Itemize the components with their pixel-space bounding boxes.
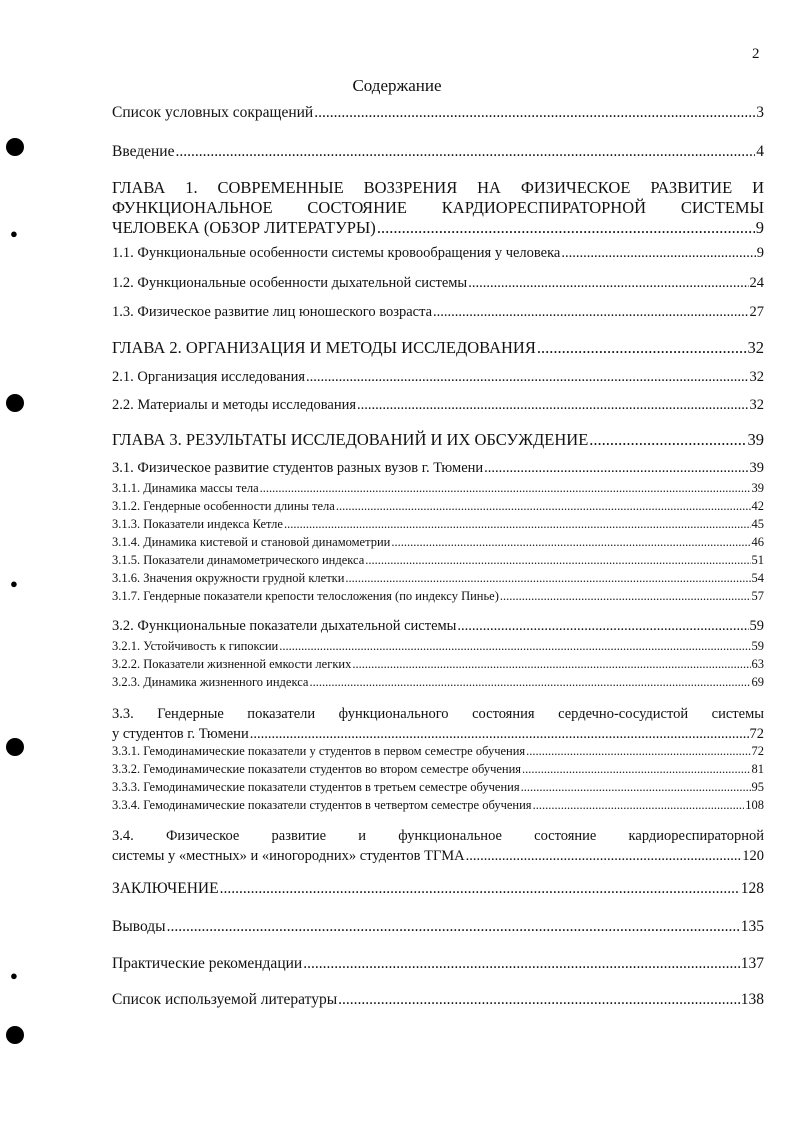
toc-entry[interactable] bbox=[112, 798, 764, 813]
toc-entry[interactable] bbox=[112, 553, 764, 568]
punch-hole bbox=[6, 738, 24, 756]
toc-entry-page: 27 bbox=[749, 304, 764, 320]
toc-entry[interactable] bbox=[112, 762, 764, 777]
toc-entry-page: 138 bbox=[740, 991, 764, 1008]
toc-entry[interactable] bbox=[112, 618, 764, 635]
toc-entry[interactable] bbox=[112, 657, 764, 672]
toc-entry[interactable] bbox=[112, 499, 764, 514]
toc-entry-title: 3.1.2. Гендерные особенности длины тела bbox=[112, 499, 335, 513]
toc-entry[interactable] bbox=[112, 338, 764, 358]
toc-entry-page: 135 bbox=[740, 918, 764, 935]
scan-speck: ● bbox=[10, 576, 18, 591]
toc-entry-title: Введение bbox=[112, 143, 175, 160]
toc-entry-page: 59 bbox=[751, 639, 764, 653]
toc-entry-page: 45 bbox=[751, 517, 764, 531]
toc-entry-title: ГЛАВА 3. РЕЗУЛЬТАТЫ ИССЛЕДОВАНИЙ И ИХ ОБСУЖДЕНИЕ bbox=[112, 430, 589, 449]
toc-entry-title-line: 3.3. Гендерные показатели функционального состояния сердечно-сосудистой системы bbox=[112, 706, 764, 722]
toc-entry-title: 2.1. Организация исследования bbox=[112, 369, 305, 385]
toc-entry[interactable] bbox=[112, 744, 764, 759]
page-number: 2 bbox=[752, 46, 760, 62]
toc-entry-page: 63 bbox=[751, 657, 764, 671]
toc-entry-title: у студентов г. Тюмени bbox=[112, 726, 249, 742]
toc-entry[interactable] bbox=[112, 104, 764, 122]
toc-entry[interactable] bbox=[112, 880, 764, 898]
toc-entry-title: 3.1.4. Динамика кистевой и становой динамометрии bbox=[112, 535, 391, 549]
toc-entry-page: 69 bbox=[751, 675, 764, 689]
toc-entry[interactable] bbox=[112, 704, 764, 744]
toc-entry[interactable] bbox=[112, 275, 764, 292]
toc-entry[interactable] bbox=[112, 481, 764, 496]
toc-entry-title: 3.2.2. Показатели жизненной емкости легких bbox=[112, 657, 352, 671]
toc-entry[interactable] bbox=[112, 991, 764, 1009]
toc-entry[interactable] bbox=[112, 589, 764, 604]
toc-entry-title: Практические рекомендации bbox=[112, 955, 303, 972]
toc-entry[interactable] bbox=[112, 143, 764, 161]
toc-entry-page: 46 bbox=[751, 535, 764, 549]
toc-entry-title: 3.3.3. Гемодинамические показатели студентов в третьем семестре обучения bbox=[112, 780, 520, 794]
toc-entry-page: 42 bbox=[751, 499, 764, 513]
toc-entry[interactable] bbox=[112, 780, 764, 795]
toc-entry-title: ЧЕЛОВЕКА (ОБЗОР ЛИТЕРАТУРЫ) bbox=[112, 218, 376, 237]
toc-entry-page: 72 bbox=[751, 744, 764, 758]
toc-entry-title: 3.2.1. Устойчивость к гипоксии bbox=[112, 639, 279, 653]
toc-entry-page: 95 bbox=[751, 780, 764, 794]
toc-entry-title: ЗАКЛЮЧЕНИЕ bbox=[112, 880, 219, 897]
toc-entry-title: 1.2. Функциональные особенности дыхательной системы bbox=[112, 275, 468, 291]
toc-entry-title: Список условных сокращений bbox=[112, 104, 314, 121]
punch-hole bbox=[6, 138, 24, 156]
toc-entry-page: 9 bbox=[755, 218, 764, 237]
toc-entry-page: 39 bbox=[751, 481, 764, 495]
toc-entry[interactable] bbox=[112, 955, 764, 973]
toc-entry-page: 51 bbox=[751, 553, 764, 567]
toc-entry-title: ГЛАВА 2. ОРГАНИЗАЦИЯ И МЕТОДЫ ИССЛЕДОВАНИЯ bbox=[112, 338, 536, 357]
toc-entry-title: Выводы bbox=[112, 918, 166, 935]
toc-entry-page: 9 bbox=[756, 245, 764, 261]
toc-entry-title: 3.1. Физическое развитие студентов разных вузов г. Тюмени bbox=[112, 460, 484, 476]
toc-entry-page: 4 bbox=[756, 143, 764, 160]
toc-entry-page: 57 bbox=[751, 589, 764, 603]
toc-entry-title: 3.1.5. Показатели динамометрического индекса bbox=[112, 553, 365, 567]
toc-entry[interactable] bbox=[112, 675, 764, 690]
toc-entry-title: 3.2.3. Динамика жизненного индекса bbox=[112, 675, 309, 689]
toc-entry[interactable] bbox=[112, 369, 764, 386]
page-title: Содержание bbox=[352, 76, 442, 95]
toc-entry-title-line: ФУНКЦИОНАЛЬНОЕ СОСТОЯНИЕ КАРДИОРЕСПИРАТОРНОЙ СИСТЕМЫ bbox=[112, 198, 764, 217]
toc-entry-page: 54 bbox=[751, 571, 764, 585]
toc-entry[interactable] bbox=[112, 639, 764, 654]
punch-hole bbox=[6, 1026, 24, 1044]
punch-hole bbox=[6, 394, 24, 412]
toc-entry-title: 3.3.1. Гемодинамические показатели у студентов в первом семестре обучения bbox=[112, 744, 526, 758]
toc-entry[interactable] bbox=[112, 245, 764, 262]
toc-entry-title: 2.2. Материалы и методы исследования bbox=[112, 397, 357, 413]
toc-entry-title: 3.3.4. Гемодинамические показатели студентов в четвертом семестре обучения bbox=[112, 798, 532, 812]
toc-entry-page: 128 bbox=[740, 880, 764, 897]
toc-entry-title: 1.1. Функциональные особенности системы кровообращения у человека bbox=[112, 245, 561, 261]
toc-entry[interactable] bbox=[112, 517, 764, 532]
toc-entry-title: 3.1.6. Значения окружности грудной клетки bbox=[112, 571, 345, 585]
toc-entry-title-line: 3.4. Физическое развитие и функциональное состояние кардиореспираторной bbox=[112, 828, 764, 844]
scan-speck: ● bbox=[10, 968, 18, 983]
toc-entry-title: системы у «местных» и «иногородних» студентов ТГМА bbox=[112, 848, 465, 864]
toc-entry-page: 81 bbox=[751, 762, 764, 776]
toc-entry-title: 3.1.7. Гендерные показатели крепости телосложения (по индексу Пинье) bbox=[112, 589, 499, 603]
toc-entry-page: 39 bbox=[747, 430, 764, 449]
scan-speck: ● bbox=[10, 226, 18, 241]
toc-entry-title: Список используемой литературы bbox=[112, 991, 338, 1008]
toc-entry-page: 108 bbox=[745, 798, 764, 812]
toc-entry-page: 39 bbox=[749, 460, 764, 476]
toc-entry-title: 1.3. Физическое развитие лиц юношеского возраста bbox=[112, 304, 433, 320]
toc-entry-title: 3.1.3. Показатели индекса Кетле bbox=[112, 517, 283, 531]
toc-entry-page: 59 bbox=[749, 618, 764, 634]
toc-entry[interactable] bbox=[112, 460, 764, 477]
toc-entry[interactable] bbox=[112, 178, 764, 238]
toc-entry-title-line: ГЛАВА 1. СОВРЕМЕННЫЕ ВОЗЗРЕНИЯ НА ФИЗИЧЕСКОЕ РАЗВИТИЕ И bbox=[112, 178, 764, 197]
toc-entry-title: 3.3.2. Гемодинамические показатели студентов во втором семестре обучения bbox=[112, 762, 522, 776]
toc-entry[interactable] bbox=[112, 571, 764, 586]
toc-entry-page: 72 bbox=[749, 726, 764, 742]
toc-entry[interactable] bbox=[112, 397, 764, 414]
toc-entry-page: 24 bbox=[749, 275, 764, 291]
toc-entry-page: 32 bbox=[749, 369, 764, 385]
toc-entry-page: 137 bbox=[740, 955, 764, 972]
toc-entry[interactable] bbox=[112, 918, 764, 936]
toc-entry-page: 32 bbox=[749, 397, 764, 413]
toc-entry-title: 3.1.1. Динамика массы тела bbox=[112, 481, 259, 495]
toc-entry-page: 32 bbox=[747, 338, 764, 357]
toc-entry[interactable] bbox=[112, 430, 764, 450]
toc-entry[interactable] bbox=[112, 826, 764, 866]
toc-entry-page: 3 bbox=[756, 104, 764, 121]
toc-entry[interactable] bbox=[112, 304, 764, 321]
toc-entry-title: 3.2. Функциональные показатели дыхательной системы bbox=[112, 618, 457, 634]
toc-entry-page: 120 bbox=[742, 848, 764, 864]
toc-entry[interactable] bbox=[112, 535, 764, 550]
